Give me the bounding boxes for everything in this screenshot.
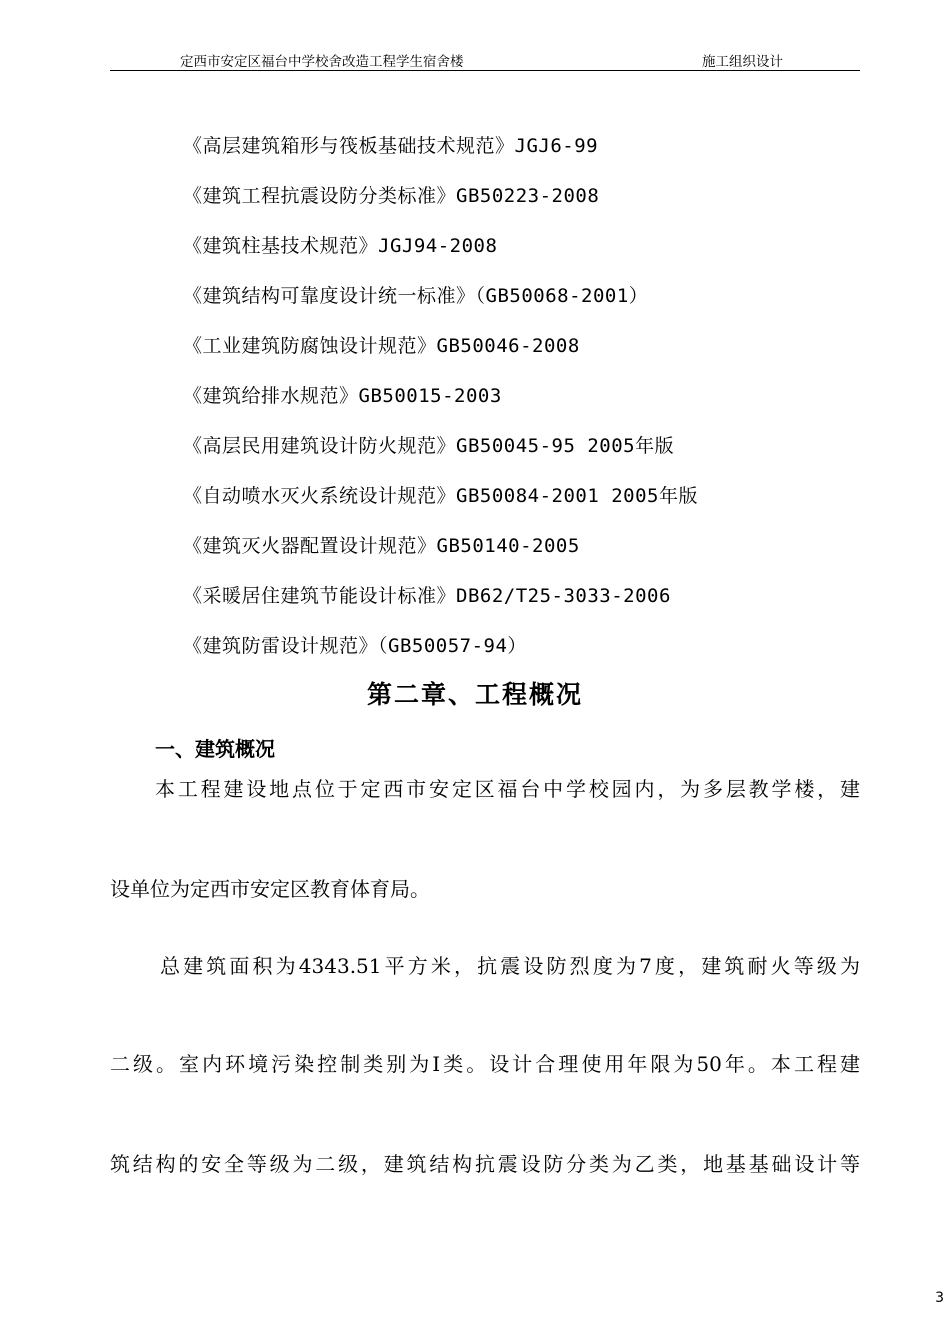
chapter-title: 第二章、工程概况 [366, 680, 583, 709]
paragraph-line: 筑结构的安全等级为二级，建筑结构抗震设防分类为乙类，地基基础设计等 [110, 1152, 860, 1176]
list-item: 《建筑灭火器配置设计规范》GB50140-2005 [183, 535, 580, 557]
list-item: 《高层建筑箱形与筏板基础技术规范》JGJ6-99 [183, 135, 599, 157]
paragraph-line: 总建筑面积为4343.51平方米，抗震设防烈度为7度，建筑耐火等级为 [160, 954, 860, 978]
page-header [110, 48, 860, 71]
section-title: 一、建筑概况 [155, 737, 275, 761]
list-item: 《建筑结构可靠度设计统一标准》（GB50068-2001） [183, 285, 649, 307]
paragraph-line: 设单位为定西市安定区教育体育局。 [110, 877, 430, 901]
page-number: 3 [935, 1290, 944, 1306]
list-item: 《建筑柱基技术规范》JGJ94-2008 [183, 235, 498, 257]
paragraph-line: 二级。室内环境污染控制类别为Ⅰ类。设计合理使用年限为50年。本工程建 [110, 1052, 860, 1076]
paragraph-line: 本工程建设地点位于定西市安定区福台中学校园内，为多层教学楼，建 [155, 777, 860, 801]
list-item: 《自动喷水灭火系统设计规范》GB50084-2001 2005年版 [183, 485, 698, 507]
list-item: 《高层民用建筑设计防火规范》GB50045-95 2005年版 [183, 435, 675, 457]
list-item: 《建筑防雷设计规范》（GB50057-94） [183, 635, 527, 657]
list-item: 《工业建筑防腐蚀设计规范》GB50046-2008 [183, 335, 580, 357]
reference-standards-list [183, 131, 698, 681]
list-item: 《采暖居住建筑节能设计标准》DB62/T25-3033-2006 [183, 585, 671, 607]
header-project-title: 定西市安定区福台中学校舍改造工程学生宿舍楼 [180, 54, 464, 70]
list-item: 《建筑给排水规范》GB50015-2003 [183, 385, 502, 407]
header-document-type: 施工组织设计 [702, 54, 783, 70]
list-item: 《建筑工程抗震设防分类标准》GB50223-2008 [183, 185, 600, 207]
